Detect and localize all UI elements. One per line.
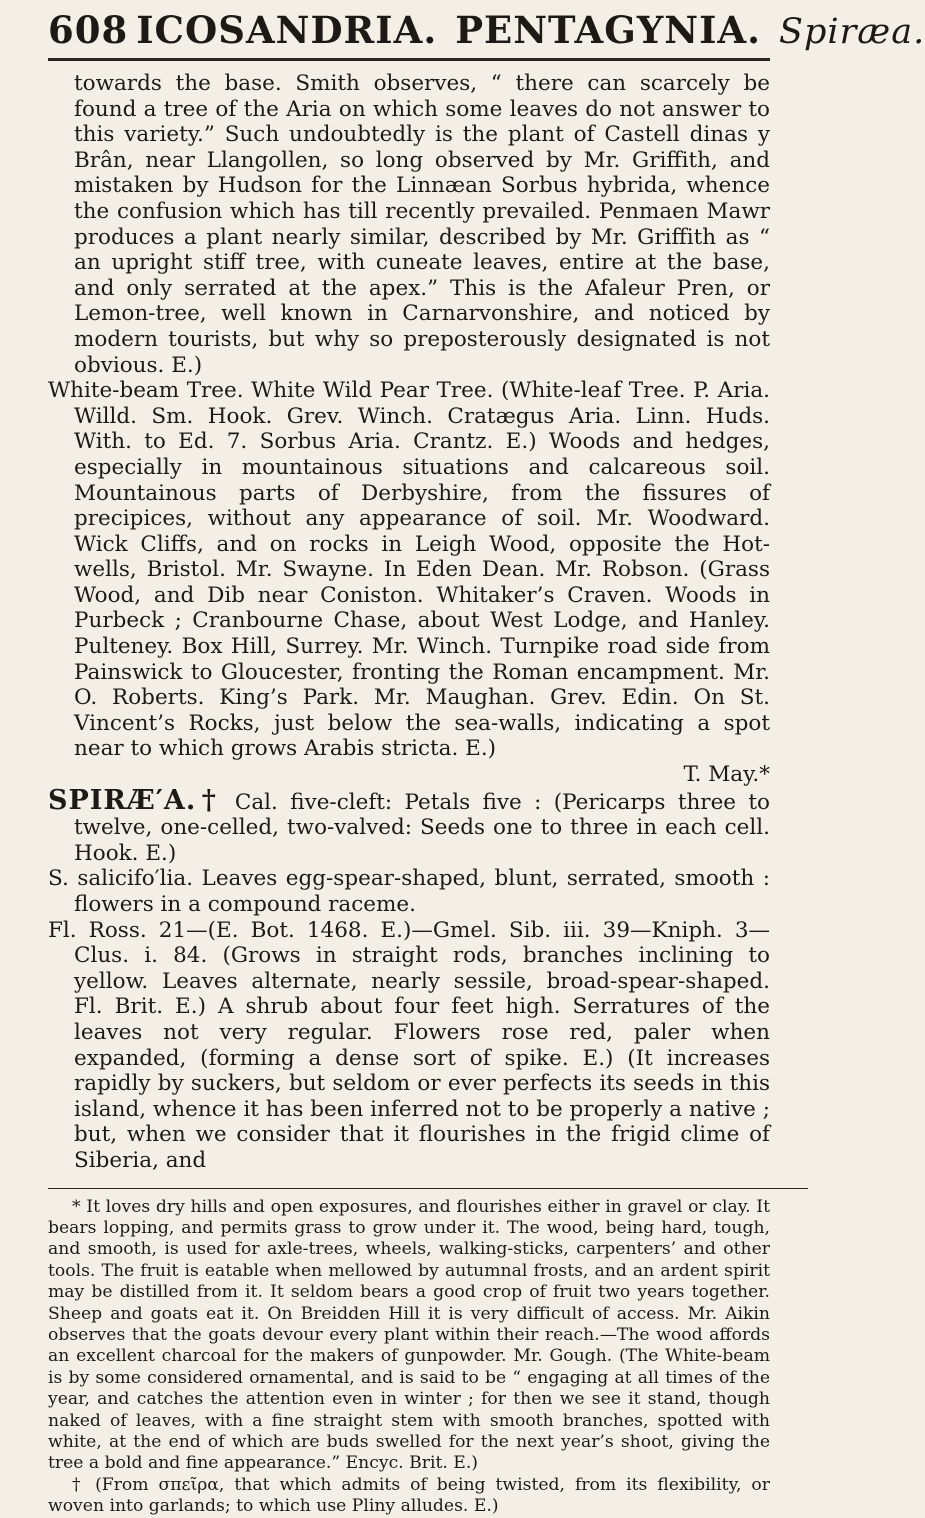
header-title-genus: Spiræa. bbox=[779, 12, 925, 52]
footnotes bbox=[48, 1197, 770, 1518]
paragraph-signature: T. May.* bbox=[683, 762, 770, 788]
paragraph-white-beam: White-beam Tree. White Wild Pear Tree. (White-leaf Tree. P. Aria. Willd. Sm. Hook. Grev. Winch. Cratægus Aria. Linn. Huds. With. to Ed. 7. Sorbus Aria. Crantz. E.) Woods and hedges, especially in mountainous situations and calcareous soil. Mountainous parts of Derbyshire, from the fissures of precipices, without any appearance of soil. Mr. Woodward. Wick Cliffs, and on rocks in Leigh Wood, opposite the Hot-wells, Bristol. Mr. Swayne. In Eden Dean. Mr. Robson. (Grass Wood, and Dib near Coniston. Whitaker’s Craven. Woods in Purbeck ; Cranbourne Chase, about West Lodge, and Hanley. Pulteney. Box Hill, Surrey. Mr. Winch. Turnpike road side from Painswick to Gloucester, fronting the Roman encampment. Mr. O. Roberts. King’s Park. Mr. Maughan. Grev. Edin. On St. Vincent’s Rocks, just below the sea-walls, indicating a spot near to which grows Arabis stricta. E.) bbox=[48, 378, 770, 762]
paragraph-aria-variety: towards the base. Smith observes, “ there can scarcely be found a tree of the Aria on which some leaves do not answer to this variety.” Such undoubtedly is the plant of Castell dinas y Brân, near Llangollen, so long observed by Mr. Griffith, and mistaken by Hudson for the Linnæan Sorbus hybrida, whence the confusion which has till recently prevailed. Penmaen Mawr produces a plant nearly similar, described by Mr. Griffith as “ an upright stiff tree, with cuneate leaves, entire at the base, and only serrated at the apex.” This is the Afaleur Pren, or Lemon-tree, well known in Carnarvonshire, and noticed by modern tourists, but why so preposterously designated is not obvious. E.) bbox=[74, 71, 770, 378]
running-header bbox=[48, 8, 925, 56]
paragraph-spiraea-genus bbox=[48, 784, 770, 867]
footnote-star: * It loves dry hills and open exposures, and flourishes either in gravel or clay. It bears lopping, and permits grass to grow under it. The wood, being hard, tough, and smooth, is used for axle-trees, wheels, walking-sticks, carpenters’ and other tools. The fruit is eatable when mellowed by autumnal frosts, and an ardent spirit may be distilled from it. It seldom bears a good crop of fruit two years together. Sheep and goats eat it. On Breidden Hill it is very difficult of access. Mr. Aikin observes that the goats devour every plant within their reach.—The wood affords an excellent charcoal for the makers of gunpowder. Mr. Gough. (The White-beam is by some considered ornamental, and is said to be “ engaging at all times of the year, and catches the attention even in winter ; for then we see it stand, though naked of leaves, with a fine straight stem with smooth branches, spotted with white, at the end of which are buds swelled for the next year’s shoot, giving the tree a bold and fine appearance.” Encyc. Brit. E.) bbox=[48, 1196, 770, 1474]
footnote-dagger: † (From σπεῖρα, that which admits of being twisted, from its flexibility, or woven into garlands; to which use Pliny alludes. E.) bbox=[48, 1474, 770, 1517]
header-rule bbox=[48, 58, 770, 61]
genus-heading: SPIRÆ′A.† bbox=[48, 784, 223, 816]
genus-description: Cal. five-cleft: Petals five : (Pericarps three to twelve, one-celled, two-valved: Seeds one to three in each cell. Hook. E.) bbox=[74, 789, 770, 866]
paragraph-references: Fl. Ross. 21—(E. Bot. 1468. E.)—Gmel. Sib. iii. 39—Kniph. 3—Clus. i. 84. (Grows in straight rods, branches inclining to yellow. Leaves alternate, nearly sessile, broad-spear-shaped. Fl. Brit. E.) A shrub about four feet high. Serratures of the leaves not very regular. Flowers rose red, paler when expanded, (forming a dense sort of spike. E.) (It increases rapidly by suckers, but seldom or ever perfects its seeds in this island, whence it has been inferred not to be properly a native ; but, when we consider that it flourishes in the frigid clime of Siberia, and bbox=[48, 917, 770, 1173]
header-title-order: PENTAGYNIA. bbox=[455, 8, 761, 52]
main-text bbox=[48, 71, 770, 1174]
paragraph-salicifolia: S. salicifo′lia. Leaves egg-spear-shaped, blunt, serrated, smooth : flowers in a compound raceme. bbox=[48, 866, 770, 917]
footnote-rule bbox=[48, 1188, 808, 1189]
page-number: 608 bbox=[48, 8, 129, 52]
header-title-class: ICOSANDRIA. bbox=[136, 8, 438, 52]
